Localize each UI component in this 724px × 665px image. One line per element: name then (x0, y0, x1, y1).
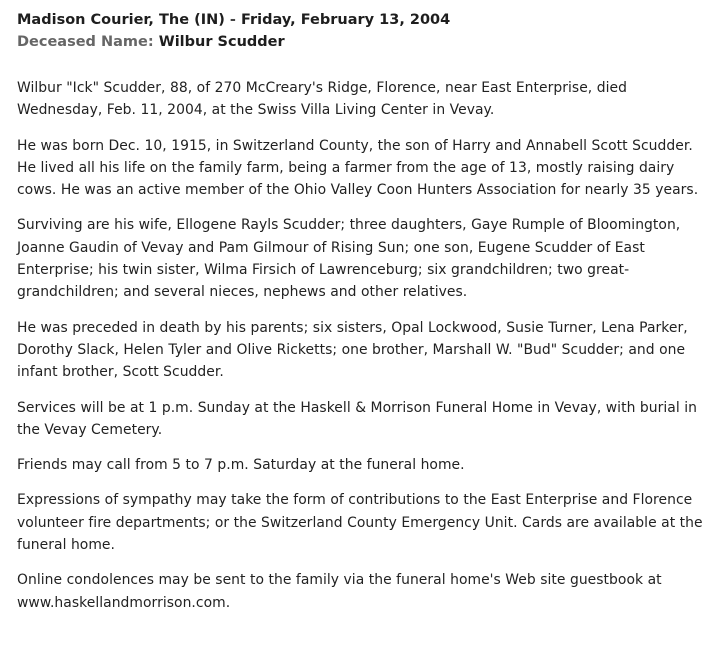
publication-name: Madison Courier, The (IN) (17, 12, 225, 28)
header-separator: - (224, 12, 241, 28)
deceased-label: Deceased Name: (17, 34, 154, 50)
paragraph-biography: He was born Dec. 10, 1915, in Switzerland County, the son of Harry and Annabell Scott Scudder. He lived all his life on the family farm, being a farmer from the age of 13, mostly raising dairy cows. He was an active member of the Ohio Valley Coon Hunters Association for nearly 35 years. (17, 137, 699, 199)
paragraph-sympathy: Expressions of sympathy may take the form of contributions to the East Enterprise and Florence volunteer fire departments; or the Switzerland County Emergency Unit. Cards are available at the funeral home. (17, 492, 703, 554)
paragraph-visitation: Friends may call from 5 to 7 p.m. Saturday at the funeral home. (17, 457, 465, 474)
obituary-body (17, 77, 714, 614)
paragraph-survivors: Surviving are his wife, Ellogene Rayls Scudder; three daughters, Gaye Rumple of Bloomington, Joanne Gaudin of Vevay and Pam Gilmour of Rising Sun; one son, Eugene Scudder of East Enterprise; his twin sister, Wilma Firsich of Lawrenceburg; six grandchildren; two great-grandchildren; and several nieces, nephews and other relatives. (17, 217, 681, 301)
publication-line (17, 9, 714, 31)
paragraph-condolences: Online condolences may be sent to the family via the funeral home's Web site guestbook at www.haskellandmorrison.com. (17, 572, 662, 611)
paragraph-services: Services will be at 1 p.m. Sunday at the Haskell & Morrison Funeral Home in Vevay, with burial in the Vevay Cemetery. (17, 399, 697, 438)
deceased-name: Wilbur Scudder (158, 34, 285, 50)
deceased-line (17, 31, 714, 53)
publication-date: Friday, February 13, 2004 (241, 12, 451, 28)
paragraph-death-notice: Wilbur "Ick" Scudder, 88, of 270 McCreary's Ridge, Florence, near East Enterprise, died Wednesday, Feb. 11, 2004, at the Swiss Villa Living Center in Vevay. (17, 80, 627, 119)
paragraph-preceded: He was preceded in death by his parents; six sisters, Opal Lockwood, Susie Turner, Lena Parker, Dorothy Slack, Helen Tyler and Olive Ricketts; one brother, Marshall W. "Bud" Scudder; and one infant brother, Scott Scudder. (17, 319, 688, 381)
